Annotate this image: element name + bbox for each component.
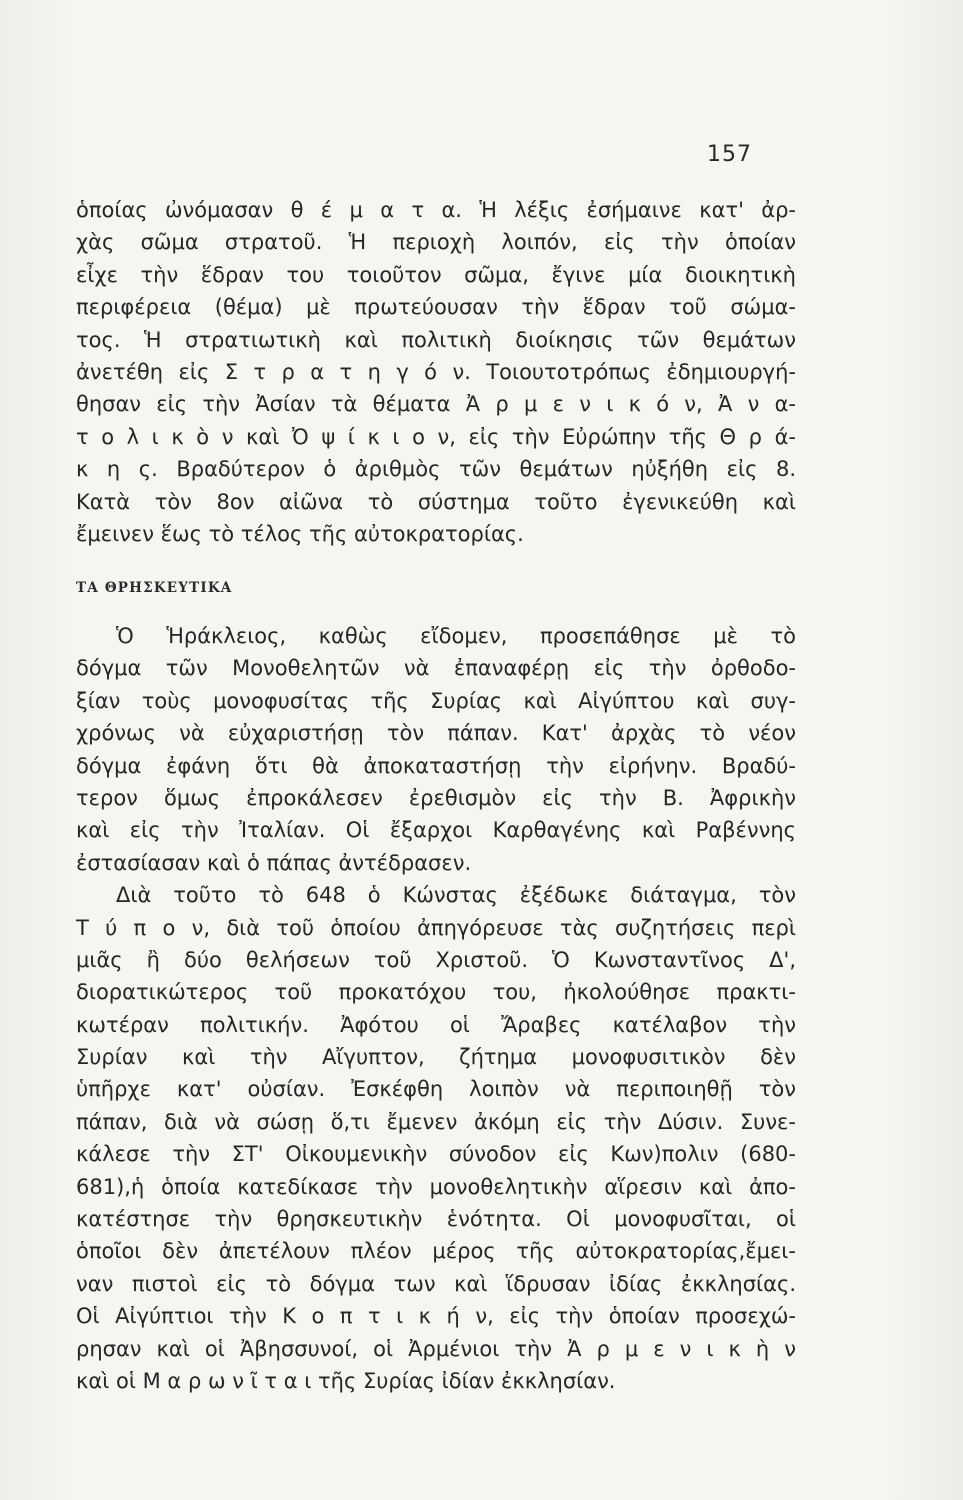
text-line: ἔμεινεν ἕως τὸ τέλος τῆς αὐτοκρατορίας. (76, 521, 524, 546)
text-line: Τ ύ π ο ν, διὰ τοῦ ὁποίου ἀπηγόρευσε τὰς συζητήσεις περὶ (76, 915, 796, 940)
text-line: Ὁ Ἡράκλειος, καθὼς εἴδομεν, προσεπάθησε μὲ τὸ (116, 624, 796, 648)
text-line: ἐστασίασαν καὶ ὁ πάπας ἀντέδρασεν. (76, 850, 472, 875)
text-line: πάπαν, διὰ νὰ σώσῃ ὅ,τι ἔμενεν ἀκόμη εἰς τὴν Δύσιν. Συνε- (76, 1109, 796, 1134)
text-line: ὁποίας ὠνόμασαν θ έ μ α τ α. Ἡ λέξις ἐσήμαινε κατ' ἀρ- (76, 198, 796, 222)
text-line: κωτέραν πολιτικήν. Ἀφότου οἱ Ἄραβες κατέλαβον τὴν (76, 1012, 796, 1037)
text-line: χὰς σῶμα στρατοῦ. Ἡ περιοχὴ λοιπόν, εἰς τὴν ὁποίαν (76, 230, 796, 255)
text-line: περιφέρεια (θέμα) μὲ πρωτεύουσαν τὴν ἕδραν τοῦ σώμα- (76, 295, 796, 320)
text-line: 681),ἡ ὁποία κατεδίκασε τὴν μονοθελητικὴν αἵρεσιν καὶ ἀπο- (76, 1174, 796, 1199)
text-line: θησαν εἰς τὴν Ἀσίαν τὰ θέματα Ἀ ρ μ ε ν ι κ ό ν, Ἀ ν α- (76, 392, 796, 417)
text-line: ὑπῆρχε κατ' οὐσίαν. Ἐσκέφθη λοιπὸν νὰ περιποιηθῇ τὸν (76, 1077, 796, 1102)
text-line: Οἱ Αἰγύπτιοι τὴν Κ ο π τ ι κ ή ν, εἰς τὴν ὁποίαν προσεχώ- (76, 1304, 796, 1329)
paragraph-themes (76, 194, 796, 550)
text-line: κ η ς. Βραδύτερον ὁ ἀριθμὸς τῶν θεμάτων ηὐξήθη εἰς 8. (76, 457, 796, 482)
text-line: κατέστησε τὴν θρησκευτικὴν ἑνότητα. Οἱ μονοφυσῖται, οἱ (76, 1207, 796, 1232)
text-line: καὶ εἰς τὴν Ἰταλίαν. Οἱ ἔξαρχοι Καρθαγένης καὶ Ραβέννης (76, 818, 796, 843)
text-line: ὁποῖοι δὲν ἀπετέλουν πλέον μέρος τῆς αὐτοκρατορίας,ἔμει- (76, 1239, 796, 1264)
text-line: τερον ὅμως ἐπροκάλεσεν ἐρεθισμὸν εἰς τὴν Β. Ἀφρικὴν (76, 785, 796, 810)
text-line: δόγμα τῶν Μονοθελητῶν νὰ ἐπαναφέρῃ εἰς τὴν ὀρθοδο- (76, 656, 796, 681)
text-line: μιᾶς ἢ δύο θελήσεων τοῦ Χριστοῦ. Ὁ Κωνσταντῖνος Δ', (76, 947, 796, 972)
text-line: διορατικώτερος τοῦ προκατόχου του, ἠκολούθησε πρακτι- (76, 980, 796, 1005)
paragraph-religious (76, 620, 796, 1397)
text-line: ναν πιστοὶ εἰς τὸ δόγμα των καὶ ἵδρυσαν ἰδίας ἐκκλησίας. (76, 1271, 796, 1296)
text-line: χρόνως νὰ εὐχαριστήσῃ τὸν πάπαν. Κατ' ἀρχὰς τὸ νέον (76, 721, 796, 746)
text-line: τ ο λ ι κ ὸ ν καὶ Ὀ ψ ί κ ι ο ν, εἰς τὴν Εὐρώπην τῆς Θ ρ ά- (76, 424, 796, 449)
text-line: τος. Ἡ στρατιωτικὴ καὶ πολιτικὴ διοίκησις τῶν θεμάτων (76, 327, 796, 352)
text-line: κάλεσε τὴν ΣΤ' Οἰκουμενικὴν σύνοδον εἰς Κων)πολιν (680- (76, 1142, 796, 1167)
page-number: 157 (707, 142, 752, 167)
text-line: Συρίαν καὶ τὴν Αἴγυπτον, ζήτημα μονοφυσιτικὸν δὲν (76, 1045, 796, 1070)
text-line: Κατὰ τὸν 8ον αἰῶνα τὸ σύστημα τοῦτο ἐγενικεύθη καὶ (76, 489, 796, 514)
text-line: ἀνετέθη εἰς Σ τ ρ α τ η γ ό ν. Τοιουτοτρόπως ἐδημιουργή- (76, 359, 796, 384)
section-heading: ΤΑ ΘΡΗΣΚΕΥΤΙΚΑ (76, 580, 233, 596)
text-line: δόγμα ἐφάνη ὅτι θὰ ἀποκαταστήσῃ τὴν εἰρήνην. Βραδύ- (76, 753, 796, 778)
text-line: καὶ οἱ Μ α ρ ω ν ῖ τ α ι τῆς Συρίας ἰδίαν ἐκκλησίαν. (76, 1368, 616, 1393)
text-line: ρησαν καὶ οἱ Ἀβησσυνοί, οἱ Ἀρμένιοι τὴν Ἀ ρ μ ε ν ι κ ὴ ν (76, 1336, 796, 1361)
text-line: εἶχε τὴν ἕδραν του τοιοῦτον σῶμα, ἔγινε μία διοικητικὴ (76, 262, 796, 287)
text-line: Διὰ τοῦτο τὸ 648 ὁ Κώνστας ἐξέδωκε διάταγμα, τὸν (116, 883, 796, 908)
text-line: ξίαν τοὺς μονοφυσίτας τῆς Συρίας καὶ Αἰγύπτου καὶ συγ- (76, 688, 796, 713)
